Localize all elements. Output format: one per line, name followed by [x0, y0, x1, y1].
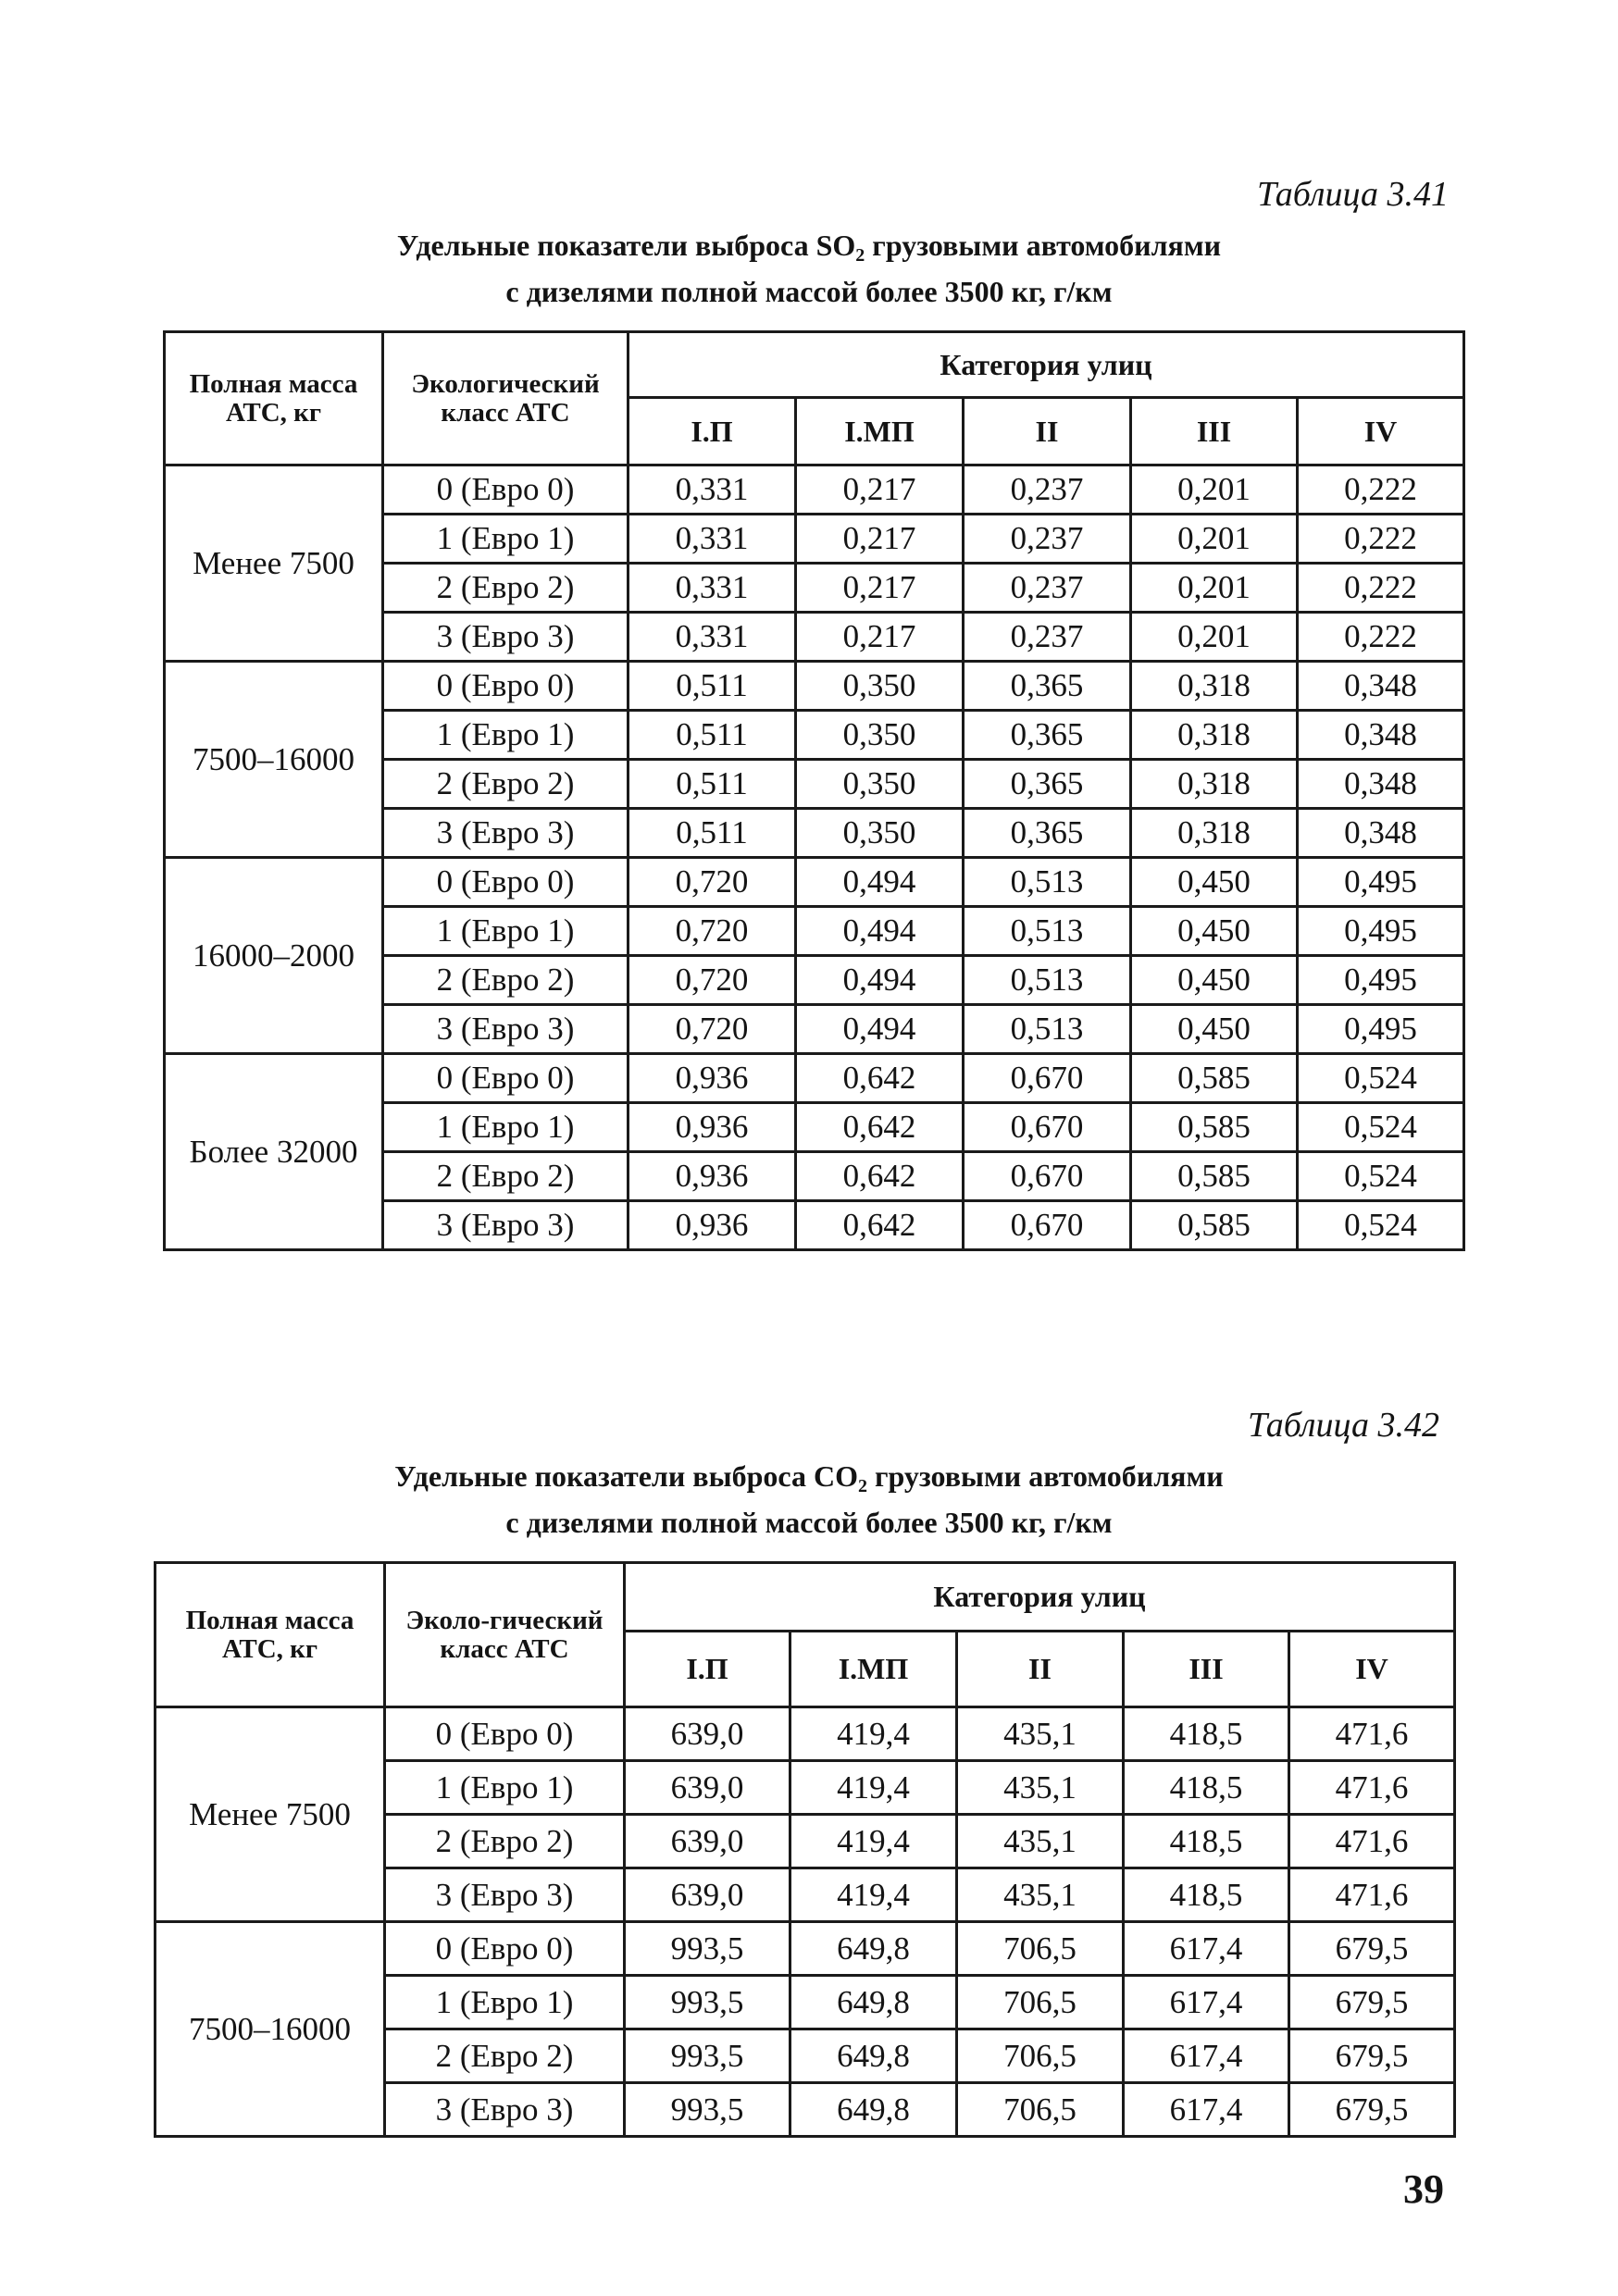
emission-value-cell: 0,642 [796, 1201, 964, 1250]
eco-class-cell: 0 (Евро 0) [383, 465, 629, 515]
eco-class-cell: 1 (Евро 1) [383, 1103, 629, 1152]
vehicle-mass-cell: Менее 7500 [156, 1707, 385, 1922]
emission-value-cell: 0,936 [629, 1152, 796, 1201]
emission-value-cell: 0,450 [1131, 1005, 1298, 1054]
emission-value-cell: 0,450 [1131, 858, 1298, 907]
emission-value-cell: 993,5 [625, 1922, 790, 1976]
emission-value-cell: 0,348 [1298, 809, 1464, 858]
emission-value-cell: 0,936 [629, 1103, 796, 1152]
emission-value-cell: 0,642 [796, 1054, 964, 1103]
emission-value-cell: 435,1 [957, 1761, 1124, 1815]
caption-line-2: с дизелями полной массой более 3500 кг, г/км [505, 275, 1113, 308]
emission-value-cell: 0,585 [1131, 1103, 1298, 1152]
eco-class-cell: 2 (Евро 2) [383, 956, 629, 1005]
emission-value-cell: 0,365 [964, 809, 1131, 858]
emission-value-cell: 0,318 [1131, 711, 1298, 760]
emission-value-cell: 993,5 [625, 2083, 790, 2137]
emission-value-cell: 639,0 [625, 1815, 790, 1868]
emission-value-cell: 0,495 [1298, 858, 1464, 907]
eco-class-cell: 3 (Евро 3) [383, 1201, 629, 1250]
eco-class-cell: 2 (Евро 2) [385, 1815, 625, 1868]
emission-value-cell: 0,720 [629, 907, 796, 956]
emission-value-cell: 0,450 [1131, 907, 1298, 956]
emission-value-cell: 679,5 [1289, 2029, 1455, 2083]
eco-class-cell: 1 (Евро 1) [383, 515, 629, 564]
emissions-table [154, 1561, 1456, 2138]
emission-value-cell: 649,8 [790, 2029, 957, 2083]
header-street-category: Категория улиц [629, 332, 1464, 398]
table-row [165, 662, 1464, 711]
table-row [165, 1054, 1464, 1103]
emission-value-cell: 0,642 [796, 1152, 964, 1201]
eco-class-cell: 0 (Евро 0) [385, 1707, 625, 1761]
emission-value-cell: 0,237 [964, 515, 1131, 564]
emission-value-cell: 649,8 [790, 1976, 957, 2029]
emission-value-cell: 0,222 [1298, 465, 1464, 515]
emission-value-cell: 0,495 [1298, 956, 1464, 1005]
emission-value-cell: 679,5 [1289, 2083, 1455, 2137]
emission-value-cell: 0,513 [964, 956, 1131, 1005]
emission-value-cell: 0,511 [629, 662, 796, 711]
emission-value-cell: 0,495 [1298, 1005, 1464, 1054]
eco-class-cell: 1 (Евро 1) [385, 1761, 625, 1815]
emission-value-cell: 0,350 [796, 711, 964, 760]
emission-value-cell: 0,201 [1131, 465, 1298, 515]
emission-value-cell: 0,511 [629, 760, 796, 809]
header-vehicle-mass: Полная масса АТС, кг [156, 1563, 385, 1707]
emission-value-cell: 0,494 [796, 858, 964, 907]
header-category-col: I.МП [790, 1632, 957, 1707]
emission-value-cell: 0,350 [796, 662, 964, 711]
page-number: 39 [1403, 2166, 1444, 2212]
eco-class-cell: 3 (Евро 3) [383, 809, 629, 858]
emission-value-cell: 0,642 [796, 1103, 964, 1152]
emission-value-cell: 0,331 [629, 564, 796, 613]
vehicle-mass-cell: Более 32000 [165, 1054, 383, 1250]
table-caption [0, 222, 1618, 315]
caption-line-1: Удельные показатели выброса $SO_2$ грузовыми автомобилями [396, 229, 1222, 266]
emission-value-cell: 0,318 [1131, 662, 1298, 711]
header-category-col: I.П [629, 398, 796, 465]
eco-class-cell: 2 (Евро 2) [385, 2029, 625, 2083]
emission-value-cell: 0,331 [629, 515, 796, 564]
header-eco-class: Экологический класс АТС [383, 332, 629, 465]
emission-value-cell: 0,217 [796, 515, 964, 564]
emission-value-cell: 0,450 [1131, 956, 1298, 1005]
emission-value-cell: 639,0 [625, 1868, 790, 1922]
emission-value-cell: 0,365 [964, 711, 1131, 760]
header-street-category: Категория улиц [625, 1563, 1455, 1632]
emission-value-cell: 0,511 [629, 809, 796, 858]
eco-class-cell: 0 (Евро 0) [383, 662, 629, 711]
table-row [156, 1707, 1455, 1761]
vehicle-mass-cell: 7500–16000 [156, 1922, 385, 2137]
eco-class-cell: 3 (Евро 3) [385, 1868, 625, 1922]
emissions-table [163, 330, 1465, 1251]
emission-value-cell: 0,318 [1131, 809, 1298, 858]
emission-value-cell: 0,513 [964, 858, 1131, 907]
emission-value-cell: 0,670 [964, 1201, 1131, 1250]
emission-value-cell: 0,720 [629, 1005, 796, 1054]
table-number-label: Таблица 3.42 [1248, 1406, 1439, 1445]
header-vehicle-mass: Полная масса АТС, кг [165, 332, 383, 465]
emission-value-cell: 418,5 [1124, 1815, 1289, 1868]
eco-class-cell: 2 (Евро 2) [383, 564, 629, 613]
eco-class-cell: 3 (Евро 3) [385, 2083, 625, 2137]
emission-value-cell: 0,524 [1298, 1054, 1464, 1103]
header-category-col: II [957, 1632, 1124, 1707]
emission-value-cell: 471,6 [1289, 1868, 1455, 1922]
eco-class-cell: 0 (Евро 0) [383, 1054, 629, 1103]
emission-value-cell: 0,936 [629, 1054, 796, 1103]
emission-value-cell: 617,4 [1124, 2029, 1289, 2083]
emission-value-cell: 0,348 [1298, 711, 1464, 760]
emission-value-cell: 0,720 [629, 858, 796, 907]
vehicle-mass-cell: 7500–16000 [165, 662, 383, 858]
emission-value-cell: 0,222 [1298, 564, 1464, 613]
emission-value-cell: 0,585 [1131, 1201, 1298, 1250]
emission-value-cell: 706,5 [957, 1976, 1124, 2029]
emission-value-cell: 435,1 [957, 1707, 1124, 1761]
emission-value-cell: 0,222 [1298, 613, 1464, 662]
emission-value-cell: 706,5 [957, 2083, 1124, 2137]
emission-value-cell: 706,5 [957, 2029, 1124, 2083]
emission-value-cell: 679,5 [1289, 1976, 1455, 2029]
eco-class-cell: 0 (Евро 0) [385, 1922, 625, 1976]
emission-value-cell: 993,5 [625, 1976, 790, 2029]
emission-value-cell: 0,936 [629, 1201, 796, 1250]
emission-value-cell: 0,513 [964, 1005, 1131, 1054]
eco-class-cell: 1 (Евро 1) [383, 711, 629, 760]
eco-class-cell: 0 (Евро 0) [383, 858, 629, 907]
emission-value-cell: 706,5 [957, 1922, 1124, 1976]
eco-class-cell: 3 (Евро 3) [383, 1005, 629, 1054]
emission-value-cell: 639,0 [625, 1761, 790, 1815]
emission-value-cell: 0,331 [629, 613, 796, 662]
emission-value-cell: 0,237 [964, 465, 1131, 515]
emission-value-cell: 0,495 [1298, 907, 1464, 956]
emission-value-cell: 0,217 [796, 465, 964, 515]
header-category-col: III [1124, 1632, 1289, 1707]
emission-value-cell: 0,237 [964, 613, 1131, 662]
emission-value-cell: 0,201 [1131, 564, 1298, 613]
emission-value-cell: 617,4 [1124, 2083, 1289, 2137]
caption-line-1: Удельные показатели выброса $CO_2$ грузовыми автомобилями [394, 1459, 1224, 1496]
header-category-col: I.П [625, 1632, 790, 1707]
emission-value-cell: 0,670 [964, 1103, 1131, 1152]
emission-value-cell: 649,8 [790, 2083, 957, 2137]
emission-value-cell: 0,365 [964, 662, 1131, 711]
header-category-col: III [1131, 398, 1298, 465]
emission-value-cell: 0,585 [1131, 1054, 1298, 1103]
emission-value-cell: 0,350 [796, 809, 964, 858]
eco-class-cell: 3 (Евро 3) [383, 613, 629, 662]
emission-value-cell: 0,222 [1298, 515, 1464, 564]
emission-value-cell: 617,4 [1124, 1976, 1289, 2029]
vehicle-mass-cell: 16000–2000 [165, 858, 383, 1054]
emission-value-cell: 435,1 [957, 1868, 1124, 1922]
emission-value-cell: 617,4 [1124, 1922, 1289, 1976]
emission-value-cell: 0,217 [796, 613, 964, 662]
emission-value-cell: 0,494 [796, 1005, 964, 1054]
header-eco-class: Эколо-гический класс АТС [385, 1563, 625, 1707]
emission-value-cell: 649,8 [790, 1922, 957, 1976]
emission-value-cell: 418,5 [1124, 1868, 1289, 1922]
emission-value-cell: 0,524 [1298, 1152, 1464, 1201]
emission-value-cell: 471,6 [1289, 1707, 1455, 1761]
emission-value-cell: 419,4 [790, 1761, 957, 1815]
vehicle-mass-cell: Менее 7500 [165, 465, 383, 662]
emission-value-cell: 679,5 [1289, 1922, 1455, 1976]
emission-value-cell: 419,4 [790, 1868, 957, 1922]
header-category-col: I.МП [796, 398, 964, 465]
emission-value-cell: 419,4 [790, 1815, 957, 1868]
emission-value-cell: 471,6 [1289, 1761, 1455, 1815]
emission-value-cell: 0,350 [796, 760, 964, 809]
emission-value-cell: 0,494 [796, 907, 964, 956]
emission-value-cell: 471,6 [1289, 1815, 1455, 1868]
emission-value-cell: 419,4 [790, 1707, 957, 1761]
emission-value-cell: 0,201 [1131, 613, 1298, 662]
emission-value-cell: 639,0 [625, 1707, 790, 1761]
emission-value-cell: 418,5 [1124, 1761, 1289, 1815]
table-row [165, 858, 1464, 907]
emission-value-cell: 0,318 [1131, 760, 1298, 809]
emission-value-cell: 0,494 [796, 956, 964, 1005]
table-row [156, 1922, 1455, 1976]
emission-value-cell: 0,365 [964, 760, 1131, 809]
emission-value-cell: 0,331 [629, 465, 796, 515]
emission-value-cell: 0,348 [1298, 662, 1464, 711]
emission-value-cell: 0,720 [629, 956, 796, 1005]
emission-value-cell: 0,513 [964, 907, 1131, 956]
emission-value-cell: 0,217 [796, 564, 964, 613]
emission-value-cell: 0,670 [964, 1054, 1131, 1103]
header-category-col: II [964, 398, 1131, 465]
eco-class-cell: 2 (Евро 2) [383, 1152, 629, 1201]
emission-value-cell: 0,237 [964, 564, 1131, 613]
table-row [165, 465, 1464, 515]
emission-value-cell: 0,585 [1131, 1152, 1298, 1201]
header-category-col: IV [1289, 1632, 1455, 1707]
eco-class-cell: 1 (Евро 1) [385, 1976, 625, 2029]
emission-value-cell: 0,201 [1131, 515, 1298, 564]
emission-value-cell: 435,1 [957, 1815, 1124, 1868]
caption-line-2: с дизелями полной массой более 3500 кг, г/км [505, 1506, 1113, 1539]
header-category-col: IV [1298, 398, 1464, 465]
emission-value-cell: 0,524 [1298, 1201, 1464, 1250]
emission-value-cell: 418,5 [1124, 1707, 1289, 1761]
table-caption [0, 1453, 1618, 1545]
eco-class-cell: 1 (Евро 1) [383, 907, 629, 956]
eco-class-cell: 2 (Евро 2) [383, 760, 629, 809]
emission-value-cell: 0,348 [1298, 760, 1464, 809]
emission-value-cell: 0,511 [629, 711, 796, 760]
table-number-label: Таблица 3.41 [1257, 175, 1449, 214]
emission-value-cell: 0,670 [964, 1152, 1131, 1201]
emission-value-cell: 993,5 [625, 2029, 790, 2083]
emission-value-cell: 0,524 [1298, 1103, 1464, 1152]
